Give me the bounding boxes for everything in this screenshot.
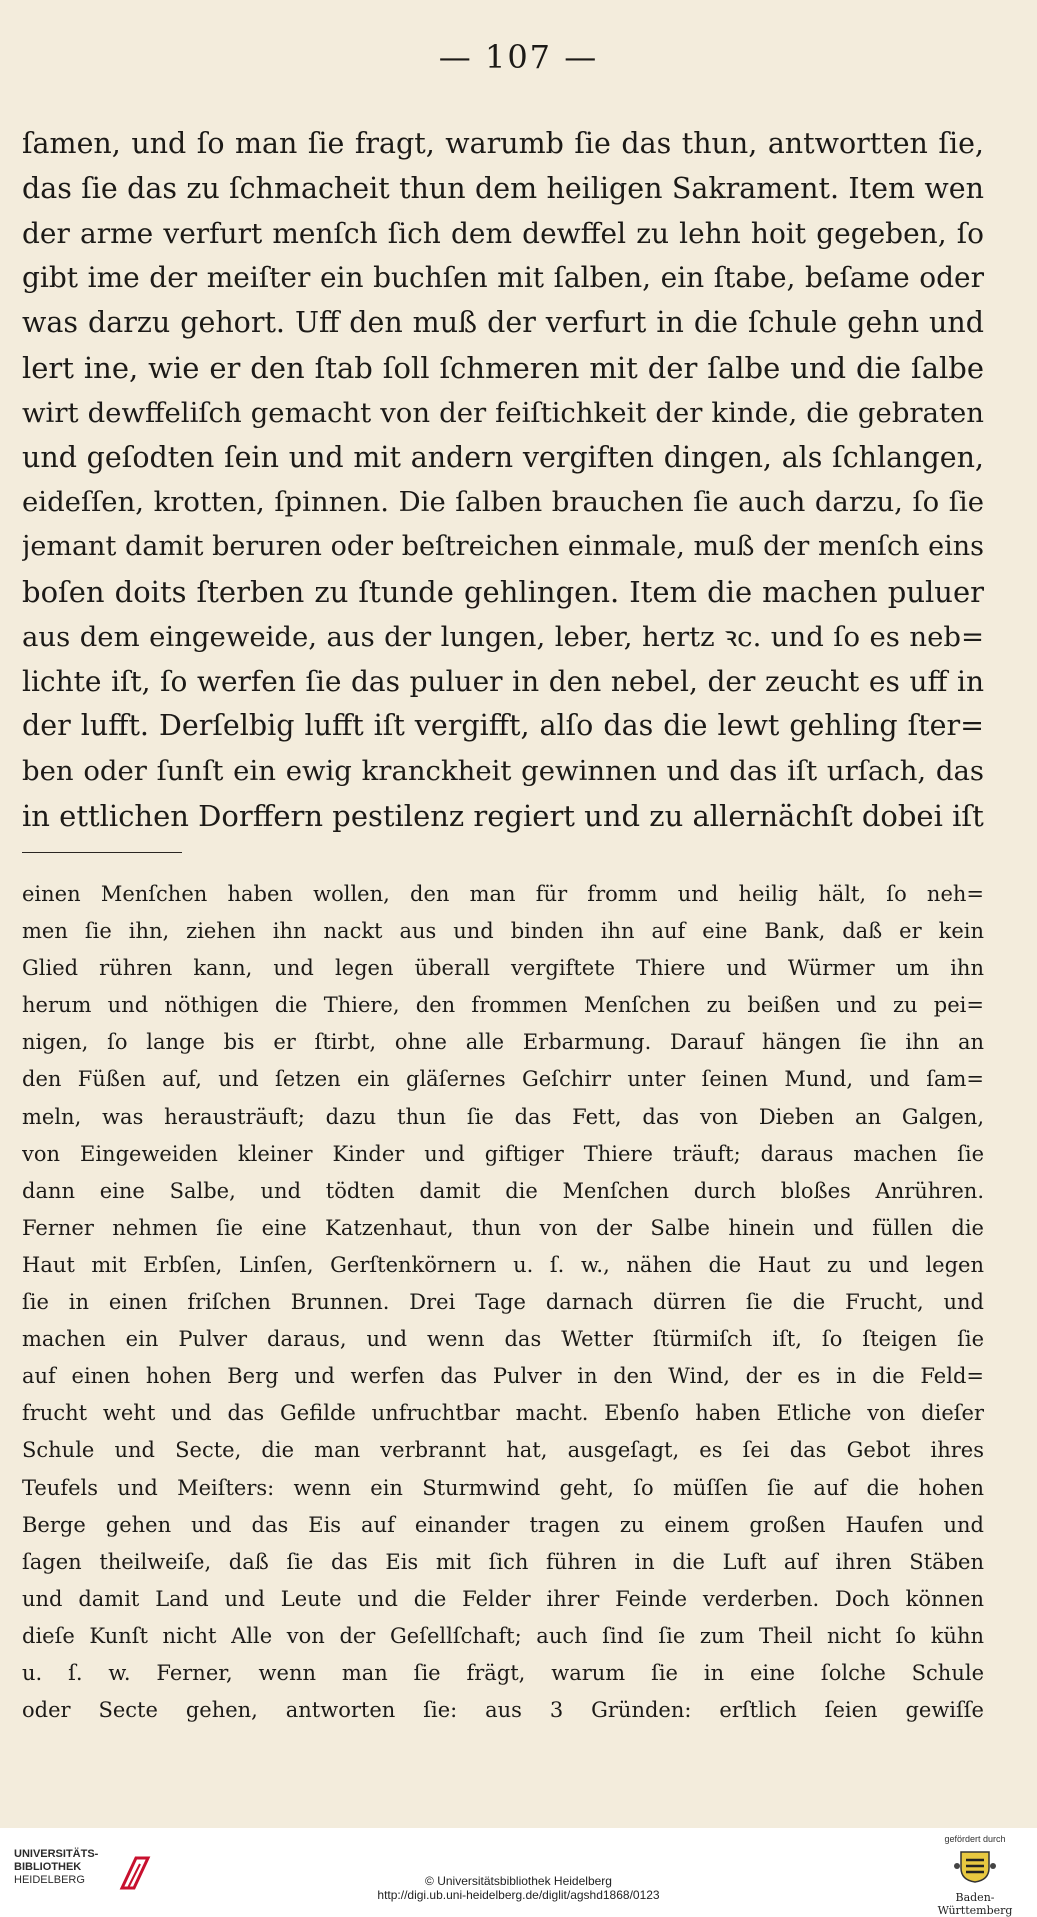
- main-text-line: jemant damit beruren oder beſtreichen einmale, muß der menſch eins: [22, 531, 984, 563]
- main-text-line: was darzu gehort. Uff den muß der verfurt in die ſchule gehn und: [22, 306, 984, 340]
- footnote-text-line: Schule und Secte, die man verbrannt hat, ausgeſagt, es ſei das Gebot ihres: [22, 1438, 984, 1463]
- footnote-text-line: dann eine Salbe, und tödten damit die Menſchen durch bloßes Anrühren.: [22, 1178, 984, 1203]
- main-text-line: wirt dewffeliſch gemacht von der feiſtichkeit der kinde, die gebraten: [22, 396, 984, 429]
- footer-bar: [0, 1828, 1037, 1917]
- library-name-line3: HEIDELBERG: [14, 1874, 85, 1886]
- footnote-text-line: oder Secte gehen, antworten ſie: aus 3 Gründen: erſtlich ſeien gewiſſe: [22, 1698, 984, 1723]
- copyright-block: [0, 1874, 1037, 1902]
- footnote-text-line: u. ſ. w. Ferner, wenn man ſie frägt, warum ſie in eine ſolche Schule: [22, 1660, 984, 1685]
- footnote-text-line: und damit Land und Leute und die Felder ihrer Feinde verderben. Doch können: [22, 1586, 984, 1611]
- footnote-text-line: Berge gehen und das Eis auf einander tragen zu einem großen Haufen und: [22, 1512, 984, 1537]
- footnote-text-line: Ferner nehmen ſie eine Katzenhaut, thun von der Salbe hinein und füllen die: [22, 1215, 984, 1240]
- main-text-line: der lufft. Derſelbig lufft iſt vergifft, alſo das die lewt gehling ſter=: [22, 709, 984, 743]
- main-text-line: aus dem eingeweide, aus der lungen, leber, hertz ꝛc. und ſo es neb=: [22, 620, 984, 653]
- main-text-line: boſen doits ſterben zu ſtunde gehlingen. Item die machen puluer: [22, 574, 984, 609]
- copyright-text: © Universitätsbibliothek Heidelberg: [425, 1874, 612, 1888]
- footnote-text-line: ſagen theilweiſe, daß ſie das Eis mit ſich führen in die Luft auf ihren Stäben: [22, 1549, 984, 1574]
- footnote-text-line: Glied rühren kann, und legen überall vergiftete Thiere und Würmer um ihn: [22, 956, 984, 981]
- footnote-text-line: men ſie ihn, ziehen ihn nackt aus und binden ihn auf eine Bank, daß er kein: [22, 919, 984, 944]
- footnote-text-line: herum und nöthigen die Thiere, den frommen Menſchen zu beißen und zu pei=: [22, 993, 984, 1018]
- footnote-text-line: Teufels und Meiſters: wenn ein Sturmwind geht, ſo müſſen ſie auf die hohen: [22, 1475, 984, 1500]
- main-text-line: eideſſen, krotten, ſpinnen. Die ſalben brauchen ſie auch darzu, ſo ſie: [22, 486, 984, 519]
- footnote-text-line: dieſe Kunſt nicht Alle von der Geſellſchaft; auch ſind ſie zum Theil nicht ſo kühn: [22, 1623, 984, 1648]
- main-text-line: gibt ime der meiſter ein buchſen mit ſalben, ein ſtabe, beſame oder: [22, 261, 984, 295]
- footnote-text-line: machen ein Pulver daraus, und wenn das Wetter ſtürmiſch iſt, ſo ſteigen ſie: [22, 1327, 984, 1352]
- footnote-text-line: meln, was herausträuft; dazu thun ſie das Fett, das von Dieben an Galgen,: [22, 1104, 984, 1129]
- main-text-line: ben oder ſunſt ein ewig kranckheit gewinnen und das iſt urſach, das: [22, 755, 984, 788]
- footnote-text: [22, 876, 984, 1729]
- footnote-divider: [22, 852, 182, 853]
- funding-block: [927, 1834, 1023, 1917]
- main-text-line: und geſodten ſein und mit andern vergiften dingen, als ſchlangen,: [22, 440, 984, 474]
- page-number: — 107 —: [438, 38, 599, 76]
- funding-name: Baden-Württemberg: [937, 1891, 1013, 1917]
- main-text-line: lert ine, wie er den ſtab ſoll ſchmeren mit der ſalbe und die ſalbe: [22, 350, 984, 385]
- main-text-line: in ettlichen Dorffern pestilenz regiert und zu allernächſt dobei iſt: [22, 798, 984, 833]
- source-url[interactable]: http://digi.ub.uni-heidelberg.de/diglit/agshd1868/0123: [377, 1888, 660, 1902]
- library-name-line1: UNIVERSITÄTS-: [14, 1848, 99, 1860]
- main-text-line: der arme verfurt menſch ſich dem dewffel zu lehn hoit gegeben, ſo: [22, 216, 984, 250]
- footnote-text-line: von Eingeweiden kleiner Kinder und giftiger Thiere träuft; daraus machen ſie: [22, 1141, 984, 1166]
- funding-label: gefördert durch: [944, 1834, 1006, 1844]
- footnote-text-line: frucht weht und das Gefilde unfruchtbar macht. Ebenſo haben Etliche von dieſer: [22, 1401, 984, 1426]
- main-text-line: das ſie das zu ſchmacheit thun dem heiligen Sakrament. Item wen: [22, 171, 984, 205]
- footnote-text-line: nigen, ſo lange bis er ſtirbt, ohne alle Erbarmung. Darauf hängen ſie ihn an: [22, 1030, 984, 1055]
- footnote-text-line: einen Menſchen haben wollen, den man für fromm und heilig hält, ſo neh=: [22, 882, 984, 906]
- main-text-line: lichte iſt, ſo werfen ſie das puluer in den nebel, der zeucht es uff in: [22, 664, 984, 698]
- main-text-line: ſamen, und ſo man ſie fragt, warumb ſie das thun, antwortten ſie,: [22, 127, 984, 160]
- footnote-text-line: auf einen hohen Berg und werfen das Pulver in den Wind, der es in die Feld=: [22, 1364, 984, 1389]
- coat-of-arms-icon: [953, 1848, 997, 1884]
- footnote-text-line: ſie in einen friſchen Brunnen. Drei Tage darnach dürren ſie die Frucht, und: [22, 1290, 984, 1315]
- main-text: [22, 122, 984, 839]
- footnote-text-line: den Füßen auf, und ſetzen ein gläſernes Geſchirr unter ſeinen Mund, und ſam=: [22, 1067, 984, 1092]
- footnote-text-line: Haut mit Erbſen, Linſen, Gerſtenkörnern u. ſ. w., nähen die Haut zu und legen: [22, 1252, 984, 1277]
- library-name-line2: BIBLIOTHEK: [14, 1861, 82, 1873]
